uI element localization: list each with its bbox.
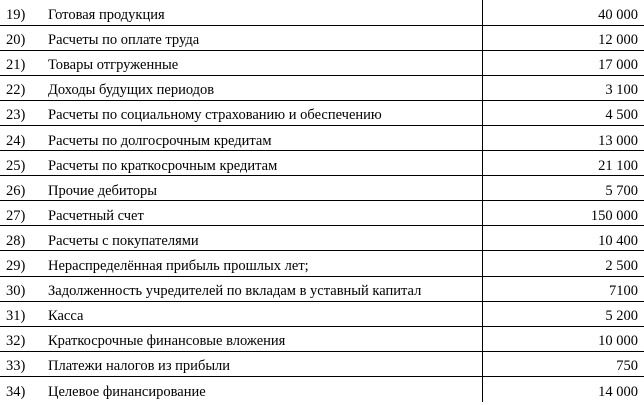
account-name: Задолженность учредителей по вкладам в уставный капитал (48, 283, 422, 300)
account-name: Расчеты по социальному страхованию и обеспечению (48, 107, 382, 124)
row-number: 33) (6, 358, 26, 375)
table-row (0, 251, 644, 276)
account-name: Краткосрочные финансовые вложения (48, 333, 286, 350)
row-number: 30) (6, 283, 26, 300)
row-number: 23) (6, 107, 26, 124)
account-amount: 5 200 (482, 301, 644, 326)
table-row (0, 125, 644, 150)
table-row (0, 301, 644, 326)
account-amount: 7100 (482, 276, 644, 301)
account-name: Расчетный счет (48, 207, 144, 224)
account-amount: 14 000 (482, 376, 644, 401)
account-name: Доходы будущих периодов (48, 82, 215, 99)
table-row (0, 0, 644, 25)
row-number: 20) (6, 32, 26, 49)
table-row (0, 326, 644, 351)
table-row (0, 201, 644, 226)
account-name: Платежи налогов из прибыли (48, 358, 231, 375)
account-amount: 10 000 (482, 326, 644, 351)
account-amount: 10 400 (482, 226, 644, 251)
account-amount: 12 000 (482, 25, 644, 50)
account-name: Расчеты по долгосрочным кредитам (48, 132, 272, 149)
account-name: Расчеты по оплате труда (48, 32, 200, 49)
account-name: Расчеты с покупателями (48, 232, 199, 249)
account-name: Касса (48, 308, 84, 325)
table-row (0, 151, 644, 176)
table-row (0, 75, 644, 100)
row-number: 22) (6, 82, 26, 99)
table-row (0, 176, 644, 201)
account-amount: 150 000 (482, 201, 644, 226)
row-number: 27) (6, 207, 26, 224)
table-row (0, 25, 644, 50)
row-number: 19) (6, 7, 26, 24)
row-number: 25) (6, 157, 26, 174)
account-amount: 21 100 (482, 151, 644, 176)
account-name: Нераспределённая прибыль прошлых лет; (48, 258, 309, 275)
account-name: Товары отгруженные (48, 57, 179, 74)
account-amount: 17 000 (482, 50, 644, 75)
table-row (0, 351, 644, 376)
row-number: 21) (6, 57, 26, 74)
account-amount: 3 100 (482, 75, 644, 100)
table-row (0, 376, 644, 401)
account-name: Расчеты по краткосрочным кредитам (48, 157, 278, 174)
account-name: Целевое финансирование (48, 384, 206, 400)
account-amount: 750 (482, 351, 644, 376)
row-number: 34) (6, 384, 26, 400)
account-amount: 5 700 (482, 176, 644, 201)
row-number: 32) (6, 333, 26, 350)
row-number: 24) (6, 132, 26, 149)
account-amount: 4 500 (482, 100, 644, 125)
account-name: Готовая продукция (48, 7, 165, 24)
row-number: 31) (6, 308, 26, 325)
account-amount: 13 000 (482, 125, 644, 150)
table-row (0, 50, 644, 75)
table-row (0, 100, 644, 125)
row-number: 26) (6, 182, 26, 199)
account-name: Прочие дебиторы (48, 182, 158, 199)
table-row (0, 226, 644, 251)
table-row (0, 276, 644, 301)
account-amount: 40 000 (482, 0, 644, 25)
row-number: 29) (6, 258, 26, 275)
account-amount: 2 500 (482, 251, 644, 276)
row-number: 28) (6, 232, 26, 249)
